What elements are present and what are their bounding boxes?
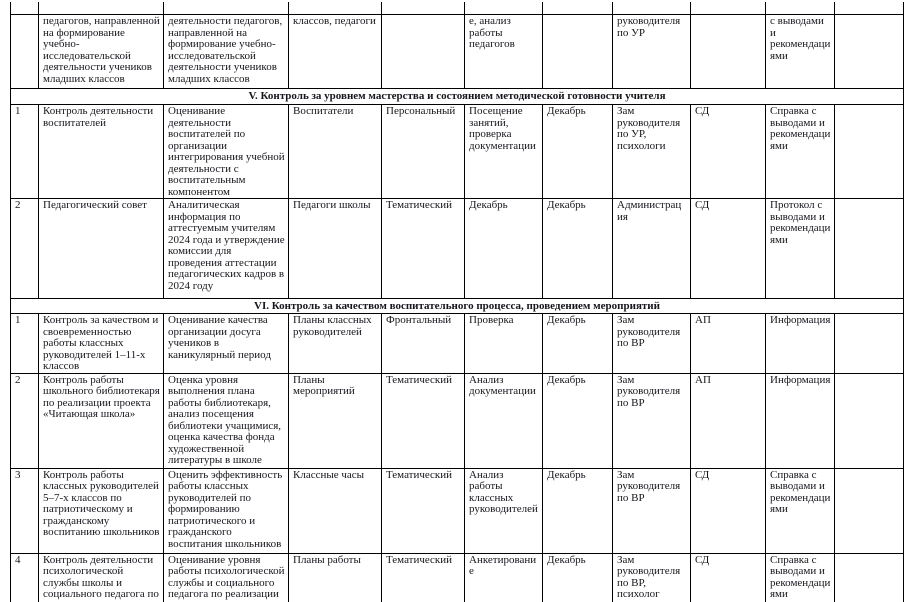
table-cell: СД: [691, 199, 766, 299]
table-cell: Тематический: [382, 199, 465, 299]
table-cell: Декабрь: [465, 199, 543, 299]
table-cell: Декабрь: [543, 105, 613, 199]
table-cell: Зам руководителя по ВР: [613, 468, 691, 553]
table-cell: [39, 2, 164, 15]
row-number-cell: 1: [11, 314, 39, 374]
table-cell: Зам руководителя по ВР: [613, 373, 691, 468]
table-cell: педагогов, направленной на формирование учебно-исследовательской деятельности учеников младших классов: [39, 15, 164, 89]
row-number-cell: [11, 15, 39, 89]
row-number-cell: 2: [11, 373, 39, 468]
table-row-cutoff-top: [11, 2, 904, 15]
table-cell: Тематический: [382, 373, 465, 468]
table-cell: е, анализ работы педагогов: [465, 15, 543, 89]
table-cell: [835, 373, 904, 468]
table-cell: Декабрь: [543, 553, 613, 602]
table-cell: Зам руководителя по ВР: [613, 314, 691, 374]
table-cell: [835, 199, 904, 299]
table-cell: [613, 2, 691, 15]
section-header-row: [11, 89, 904, 105]
table-cell: Зам руководителя по ВР, психолог: [613, 553, 691, 602]
table-cell: [382, 15, 465, 89]
table-cell: Планы работы: [289, 553, 382, 602]
table-cell: Контроль деятельности психологической службы школы и социального педагога по: [39, 553, 164, 602]
table-cell: Справка с выводами и рекомендациями: [766, 105, 835, 199]
table-row: [11, 199, 904, 299]
table-cell: [289, 2, 382, 15]
table-cell: [382, 2, 465, 15]
table-cell: Оценивание качества организации досуга учеников в каникулярный период: [164, 314, 289, 374]
table-cell: [543, 2, 613, 15]
table-cell: Персональный: [382, 105, 465, 199]
table-cell: [766, 2, 835, 15]
table-cell: Зам руководителя по УР, психологи: [613, 105, 691, 199]
table-row: [11, 373, 904, 468]
table-row: [11, 553, 904, 602]
table-cell: с выводами и рекомендациями: [766, 15, 835, 89]
table-cell: Проверка: [465, 314, 543, 374]
table-cell: Тематический: [382, 553, 465, 602]
table-cell: Классные часы: [289, 468, 382, 553]
table-cell: Планы классных руководителей: [289, 314, 382, 374]
row-number-cell: 2: [11, 199, 39, 299]
table-cell: [835, 105, 904, 199]
table-row: [11, 15, 904, 89]
table-cell: [835, 553, 904, 602]
table-cell: [543, 15, 613, 89]
table-cell: Оценка уровня выполнения плана работы библиотекаря, анализ посещения библиотеки учащимися, оценка качества фонда художественной литературы в школе: [164, 373, 289, 468]
table-cell: Педагоги школы: [289, 199, 382, 299]
table-cell: [691, 15, 766, 89]
section-header-row: [11, 299, 904, 314]
table-cell: Декабрь: [543, 468, 613, 553]
table-cell: Анализ документации: [465, 373, 543, 468]
row-number-cell: 4: [11, 553, 39, 602]
section-title: V. Контроль за уровнем мастерства и состоянием методической готовности учителя: [11, 89, 904, 105]
table-cell: [835, 15, 904, 89]
row-number-cell: 3: [11, 468, 39, 553]
table-cell: АП: [691, 314, 766, 374]
table-cell: Контроль работы школьного библиотекаря по реализации проекта «Читающая школа»: [39, 373, 164, 468]
table-cell: Анкетирование: [465, 553, 543, 602]
table-cell: Информация: [766, 373, 835, 468]
table-cell: Контроль деятельности воспитателей: [39, 105, 164, 199]
table-cell: [835, 468, 904, 553]
row-number-cell: 1: [11, 105, 39, 199]
table-row: [11, 314, 904, 374]
table-cell: руководителя по УР: [613, 15, 691, 89]
table-cell: Декабрь: [543, 373, 613, 468]
table-cell: Анализ работы классных руководителей: [465, 468, 543, 553]
table-cell: Педагогический совет: [39, 199, 164, 299]
table-row: [11, 105, 904, 199]
table-cell: Аналитическая информация по аттестуемым учителям 2024 года и утверждение комиссии для проведения аттестации педагогических кадров в 2024 году: [164, 199, 289, 299]
table-cell: Планы мероприятий: [289, 373, 382, 468]
table-cell: СД: [691, 105, 766, 199]
table-cell: Воспитатели: [289, 105, 382, 199]
table-cell: Справка с выводами и рекомендациями: [766, 553, 835, 602]
table-cell: Информация: [766, 314, 835, 374]
table-row: [11, 468, 904, 553]
table-cell: [164, 2, 289, 15]
table-cell: Администрация: [613, 199, 691, 299]
table-cell: Фронтальный: [382, 314, 465, 374]
table-cell: Оценить эффективность работы классных руководителей по формированию патриотического и гражданского воспитания школьников: [164, 468, 289, 553]
table-cell: СД: [691, 468, 766, 553]
table-cell: Тематический: [382, 468, 465, 553]
table-cell: Контроль работы классных руководителей 5–7-х классов по патриотическому и гражданскому воспитанию школьников: [39, 468, 164, 553]
table-cell: [11, 2, 39, 15]
table-cell: [835, 314, 904, 374]
table-cell: Оценивание уровня работы психологической службы и социального педагога по реализации: [164, 553, 289, 602]
table-cell: Оценивание деятельности воспитателей по организации интегрирования учебной деятельности с воспитательным компонентом: [164, 105, 289, 199]
control-plan-table: [10, 2, 904, 602]
table-cell: классов, педагоги: [289, 15, 382, 89]
table-cell: Декабрь: [543, 314, 613, 374]
table-cell: Контроль за качеством и своевременностью работы классных руководителей 1–11-х классов: [39, 314, 164, 374]
table-cell: [465, 2, 543, 15]
table-cell: деятельности педагогов, направленной на формирование учебно-исследовательской деятельности учеников младших классов: [164, 15, 289, 89]
table-cell: [691, 2, 766, 15]
table-cell: СД: [691, 553, 766, 602]
table-cell: Посещение занятий, проверка документации: [465, 105, 543, 199]
table-cell: Справка с выводами и рекомендациями: [766, 468, 835, 553]
table-cell: АП: [691, 373, 766, 468]
table-cell: [835, 2, 904, 15]
table-cell: Декабрь: [543, 199, 613, 299]
section-title: VI. Контроль за качеством воспитательного процесса, проведением мероприятий: [11, 299, 904, 314]
table-cell: Протокол с выводами и рекомендациями: [766, 199, 835, 299]
